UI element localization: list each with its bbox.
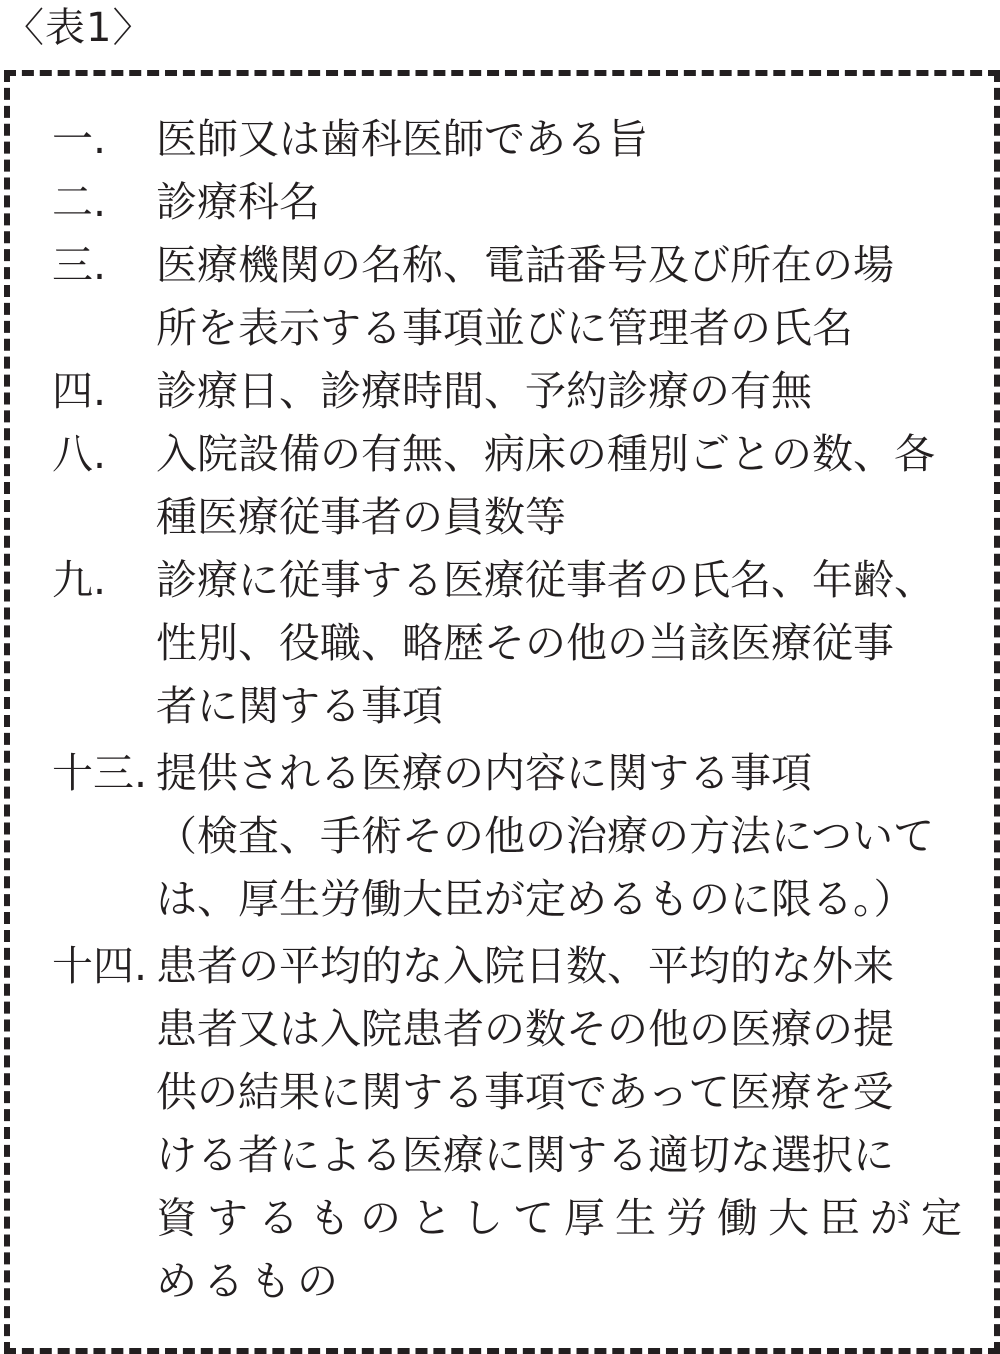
item-text-line: 所を表示する事項並びに管理者の氏名 xyxy=(156,304,853,352)
item-text-line: 診療日、診療時間、予約診療の有無 xyxy=(156,367,812,415)
item-number: 四. xyxy=(52,367,107,415)
table-caption: 〈表1〉 xyxy=(4,5,154,51)
item-number: 十四. xyxy=(52,942,148,990)
item-text-line: 患者又は入院患者の数その他の医療の提 xyxy=(156,1005,894,1053)
item-text-line: 種医療従事者の員数等 xyxy=(156,493,566,541)
item-number: 三. xyxy=(52,241,107,289)
item-text-line: 診療科名 xyxy=(156,178,320,226)
item-text-line: 入院設備の有無、病床の種別ごとの数、各 xyxy=(156,430,935,478)
item-text-line: は、厚生労働大臣が定めるものに限る。） xyxy=(156,875,915,923)
item-number: 九. xyxy=(52,556,107,604)
list-item-14 xyxy=(52,935,972,1313)
item-number: 十三. xyxy=(52,749,148,797)
item-text-line: 者に関する事項 xyxy=(156,682,443,730)
list-item-1 xyxy=(52,108,648,171)
list-item-13 xyxy=(52,742,934,931)
item-text-line: 資するものとして厚生労働大臣が定 xyxy=(156,1194,972,1242)
item-text-line: 医療機関の名称、電話番号及び所在の場 xyxy=(156,241,894,289)
item-text-line: 診療に従事する医療従事者の氏名、年齢、 xyxy=(156,556,935,604)
item-number: 八. xyxy=(52,430,107,478)
item-text-line: 患者の平均的な入院日数、平均的な外来 xyxy=(156,942,894,990)
item-text-line: （検査、手術その他の治療の方法について xyxy=(156,812,935,860)
list-item-2 xyxy=(52,171,320,234)
item-text-line: 医師又は歯科医師である旨 xyxy=(156,115,648,163)
list-item-3 xyxy=(52,234,894,360)
list-item-8 xyxy=(52,423,935,549)
item-number: 二. xyxy=(52,178,107,226)
item-text-line: ける者による医療に関する適切な選択に xyxy=(156,1131,894,1179)
item-number: 一. xyxy=(52,115,107,163)
item-text-line: 供の結果に関する事項であって医療を受 xyxy=(156,1068,894,1116)
item-text-line: 提供される医療の内容に関する事項 xyxy=(156,749,812,797)
item-text-line: めるもの xyxy=(156,1257,344,1305)
item-text-line: 性別、役職、略歴その他の当該医療従事 xyxy=(156,619,894,667)
list-item-4 xyxy=(52,360,812,423)
list-item-9 xyxy=(52,549,935,738)
